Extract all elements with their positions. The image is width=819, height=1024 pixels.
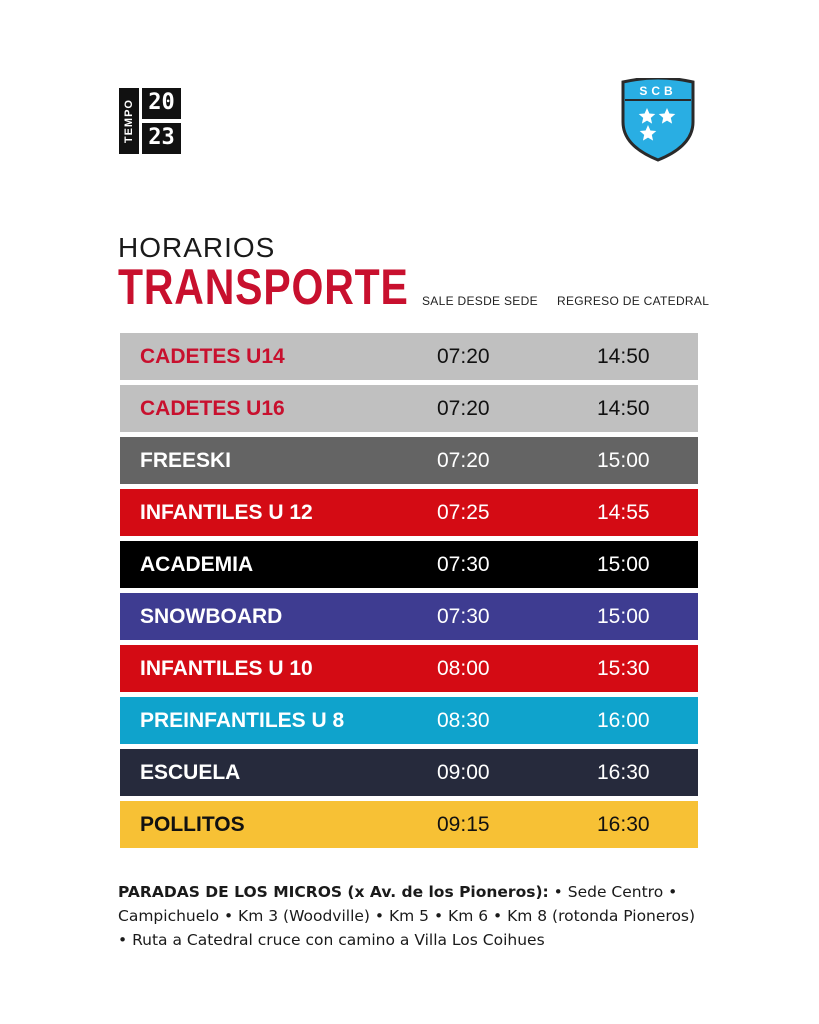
departure-time: 07:20 [437, 344, 490, 368]
departure-time: 07:20 [437, 448, 490, 472]
departure-time: 08:30 [437, 708, 490, 732]
tempo-label: TEMPO [123, 98, 135, 144]
return-time: 14:55 [597, 500, 650, 524]
departure-time: 07:25 [437, 500, 490, 524]
schedule-row [120, 437, 698, 484]
schedule-row [120, 385, 698, 432]
group-name: SNOWBOARD [140, 604, 283, 628]
departure-time: 07:30 [437, 552, 490, 576]
departure-time: 09:15 [437, 812, 490, 836]
group-name: CADETES U14 [140, 344, 285, 368]
schedule-table [120, 333, 698, 853]
bus-stops-label: PARADAS DE LOS MICROS (x Av. de los Pioneros): [118, 883, 549, 901]
return-time: 15:00 [597, 448, 650, 472]
group-name: FREESKI [140, 448, 232, 472]
return-time: 15:00 [597, 552, 650, 576]
departure-time: 07:30 [437, 604, 490, 628]
column-header-sale: SALE DESDE SEDE [422, 294, 538, 308]
group-name: INFANTILES U 10 [140, 656, 313, 680]
group-name: POLLITOS [140, 812, 245, 836]
schedule-row [120, 333, 698, 380]
schedule-row [120, 801, 698, 848]
return-time: 16:00 [597, 708, 650, 732]
group-name: PREINFANTILES U 8 [140, 708, 345, 732]
schedule-row [120, 697, 698, 744]
group-name: ESCUELA [140, 760, 241, 784]
tempo-label-box [119, 88, 139, 154]
schedule-row [120, 593, 698, 640]
year-bottom: 23 [142, 123, 181, 154]
column-header-regreso: REGRESO DE CATEDRAL [557, 294, 710, 308]
schedule-row [120, 645, 698, 692]
title-horarios: HORARIOS [118, 232, 276, 263]
return-time: 14:50 [597, 344, 650, 368]
return-time: 16:30 [597, 812, 650, 836]
shield-text: SCB [639, 84, 677, 98]
departure-time: 07:20 [437, 396, 490, 420]
schedule-row [120, 489, 698, 536]
bus-stops-info [118, 880, 708, 952]
group-name: CADETES U16 [140, 396, 285, 420]
tempo-2023-logo [119, 88, 181, 154]
departure-time: 09:00 [437, 760, 490, 784]
tempo-years [142, 88, 181, 154]
group-name: ACADEMIA [140, 552, 254, 576]
return-time: 15:00 [597, 604, 650, 628]
group-name: INFANTILES U 12 [140, 500, 313, 524]
schedule-row [120, 749, 698, 796]
return-time: 16:30 [597, 760, 650, 784]
return-time: 15:30 [597, 656, 650, 680]
title-transporte: TRANSPORTE [118, 259, 409, 315]
scb-shield-logo [619, 78, 697, 162]
return-time: 14:50 [597, 396, 650, 420]
schedule-row [120, 541, 698, 588]
departure-time: 08:00 [437, 656, 490, 680]
bus-stops-list: • Sede Centro • Campichuelo • Km 3 (Woodville) • Km 5 • Km 6 • Km 8 (rotonda Pioneros) • Ruta a Catedral cruce con camino a Villa Los Coihues [118, 883, 696, 949]
year-top: 20 [142, 88, 181, 119]
